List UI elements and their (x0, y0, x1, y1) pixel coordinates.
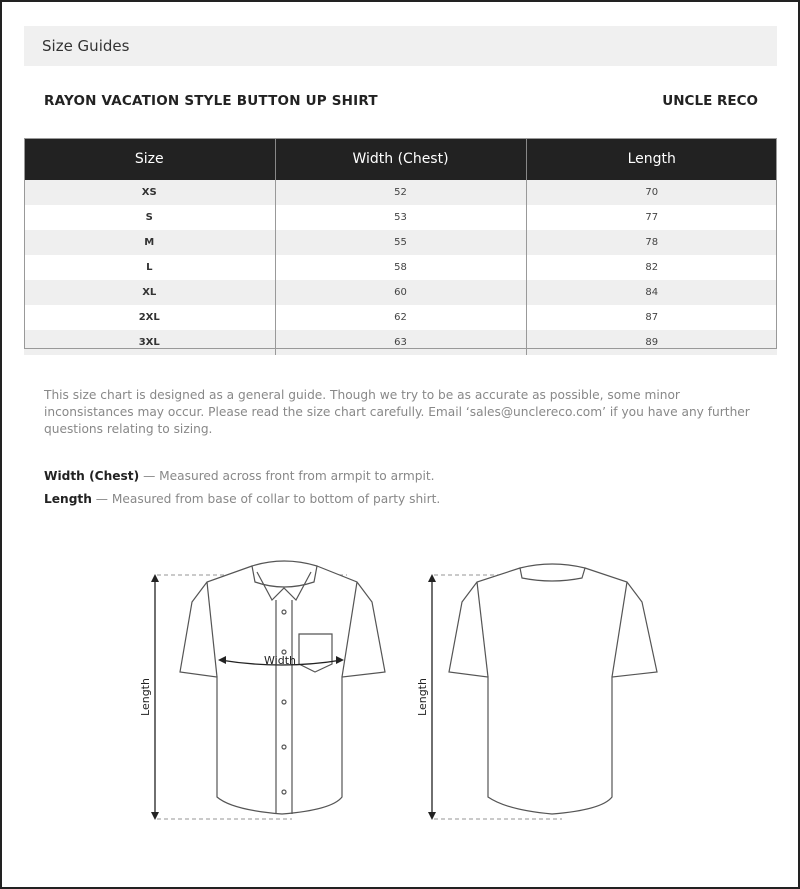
column-header-size: Size (24, 138, 275, 180)
table-row (24, 230, 777, 255)
size-guides-header (24, 26, 777, 66)
page-title: Size Guides (42, 37, 130, 55)
width-definition (44, 469, 435, 483)
length-label-back: Length (416, 678, 429, 716)
width-cell: 62 (275, 305, 526, 330)
length-cell: 82 (526, 255, 777, 280)
width-cell: 53 (275, 205, 526, 230)
length-description: — Measured from base of collar to bottom of party shirt. (91, 492, 441, 506)
table-row (24, 255, 777, 280)
length-cell: 84 (526, 280, 777, 305)
length-cell: 77 (526, 205, 777, 230)
brand-name: UNCLE RECO (662, 93, 758, 109)
column-header-width: Width (Chest) (275, 138, 526, 180)
width-cell: 55 (275, 230, 526, 255)
table-row (24, 280, 777, 305)
shirt-measurement-diagram (2, 542, 798, 842)
length-cell: 70 (526, 180, 777, 205)
size-cell: XL (24, 280, 275, 305)
size-cell: 3XL (24, 330, 275, 355)
table-row (24, 330, 777, 355)
size-cell: S (24, 205, 275, 230)
size-cell: XS (24, 180, 275, 205)
size-disclaimer: This size chart is designed as a general guide. Though we try to be as accurate as possible, some minor inconsistances may occur. Please read the size chart carefully. Email ‘sales@unclereco.com’ if you have any further questions relating to sizing. (44, 388, 750, 436)
width-cell: 60 (275, 280, 526, 305)
width-description: — Measured across front from armpit to armpit. (139, 469, 435, 483)
width-cell: 63 (275, 330, 526, 355)
table-row (24, 180, 777, 205)
front-shirt-illustration (151, 561, 385, 820)
back-shirt-illustration (428, 564, 657, 820)
length-label-front: Length (139, 678, 152, 716)
table-header-row (24, 138, 777, 180)
length-term: Length (44, 492, 92, 506)
size-cell: M (24, 230, 275, 255)
width-term: Width (Chest) (44, 469, 140, 483)
width-cell: 52 (275, 180, 526, 205)
width-label: Width (264, 654, 296, 667)
table-row (24, 205, 777, 230)
width-cell: 58 (275, 255, 526, 280)
size-cell: 2XL (24, 305, 275, 330)
length-cell: 78 (526, 230, 777, 255)
product-name: RAYON VACATION STYLE BUTTON UP SHIRT (44, 93, 378, 109)
length-definition (44, 492, 440, 506)
column-header-length: Length (526, 138, 777, 180)
size-cell: L (24, 255, 275, 280)
size-table (24, 138, 777, 355)
length-cell: 89 (526, 330, 777, 355)
length-cell: 87 (526, 305, 777, 330)
table-row (24, 305, 777, 330)
